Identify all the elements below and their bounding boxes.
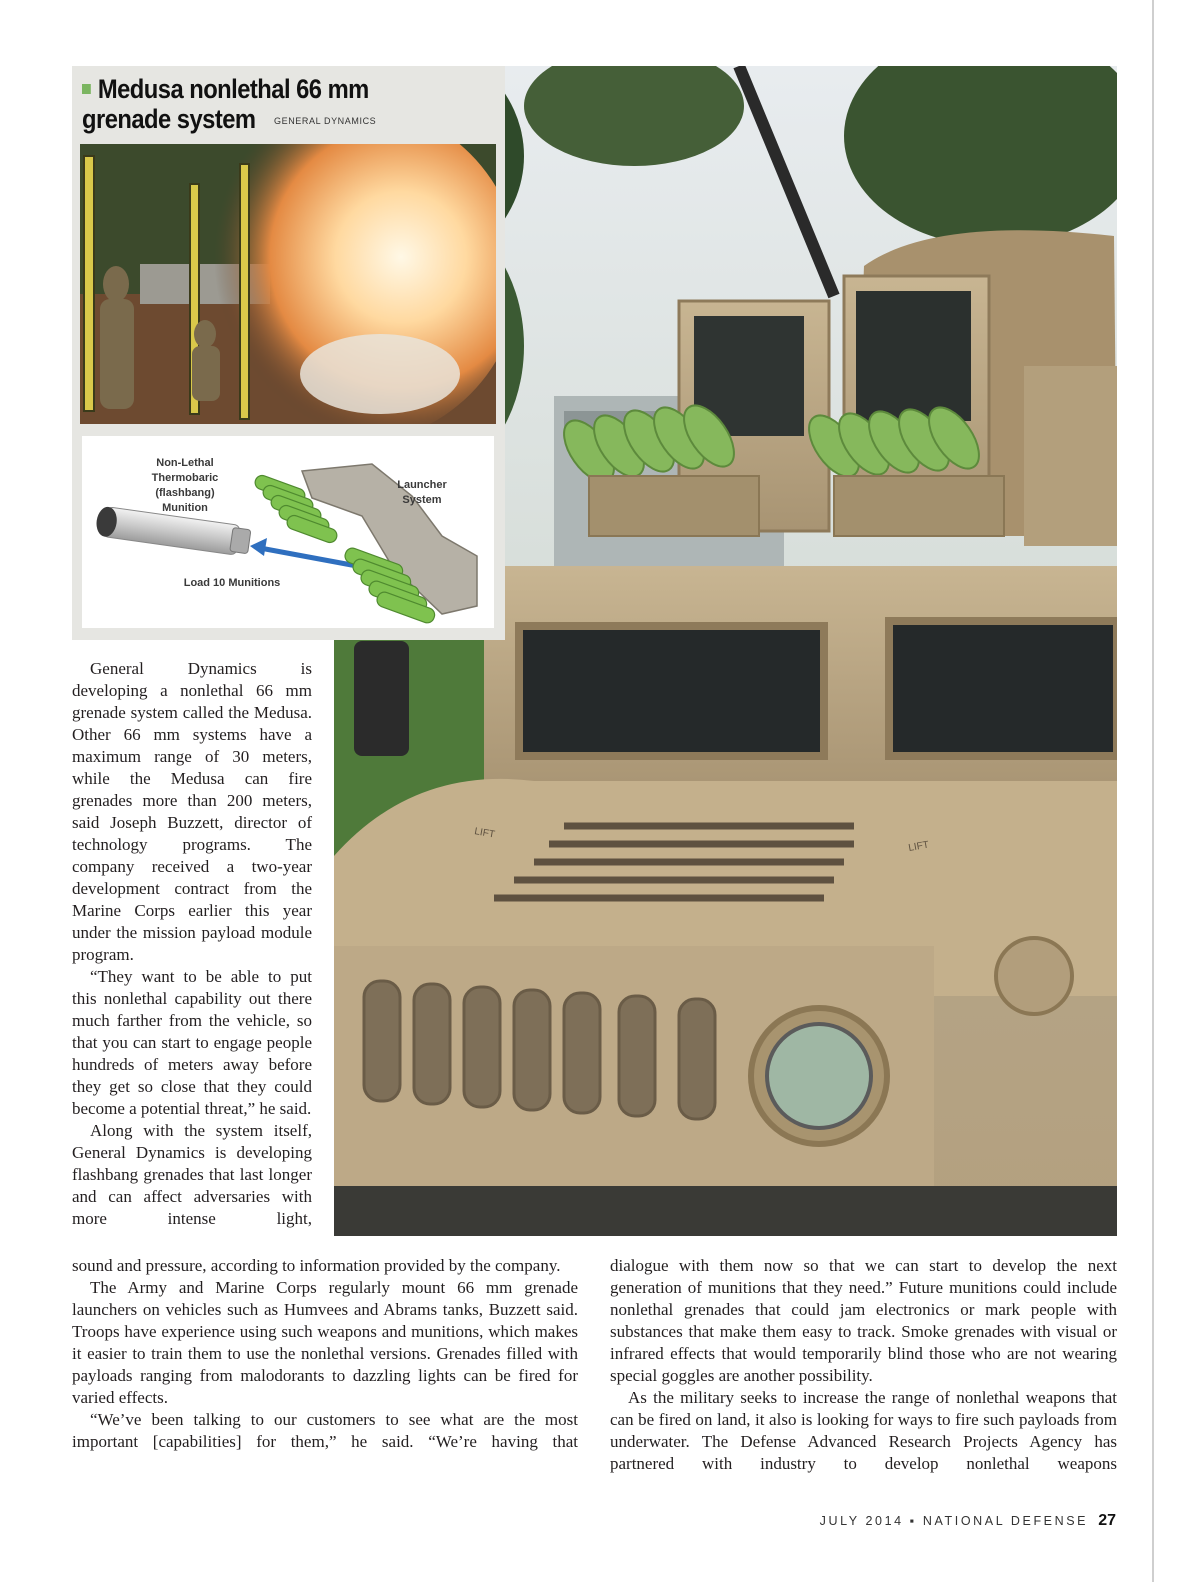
article-column-right (610, 1255, 1117, 1475)
munition-label-line: Munition (162, 502, 208, 514)
article-paragraph: dialogue with them now so that we can start to develop the next generation of munitions that they need.” Future munitions could include nonlethal grenades that could jam electronics or mark people with substances that make them easy to track. Smoke grenades with visual or infrared effects that would temporarily blind those who are not wearing special goggles are another possibility. (610, 1256, 1117, 1385)
launcher-label-line: Launcher (397, 479, 447, 491)
diagram-label-load: Load 10 Munitions (183, 577, 281, 589)
article-column-narrow (72, 658, 312, 1230)
munition-label-line: (flashbang) (155, 487, 215, 499)
munition-label-line: Non-Lethal (156, 457, 214, 469)
article-paragraph: General Dynamics is developing a nonlethal 66 mm grenade system called the Medusa. Other 66 mm systems have a maximum range of 30 meters, while the Medusa can fire grenades more than 200 meters, said Joseph Buzzett, director of technology programs. The company received a two-year development contract from the Marine Corps earlier this year under the mission payload module program. (72, 659, 312, 964)
page-edge-line (1152, 0, 1154, 1582)
green-square-icon (82, 84, 91, 94)
footer-issue-date: JULY 2014 (819, 1514, 904, 1528)
hood-lift-label-left: LIFT (473, 826, 496, 841)
flashbang-test-photo (80, 144, 496, 424)
article-paragraph: “They want to be able to put this nonlethal capability out there much farther from the vehicle, so that you can start to engage people hundreds of meters away before they get so close that they could become a potential threat,” he said. (72, 967, 312, 1118)
hood-lift-label-right: LIFT (907, 839, 930, 854)
diagram-label-munition (130, 456, 240, 516)
article-paragraph: As the military seeks to increase the range of nonlethal weapons that can be fired on land, it also is looking for ways to fire such payloads from underwater. The Defense Advanced Research Projects Agency has partnered with industry to develop nonlethal weapons (610, 1388, 1117, 1473)
page-footer (820, 1512, 1116, 1530)
article-paragraph: Along with the system itself, General Dynamics is developing flashbang grenades that last longer and can affect adversaries with more intense light, (72, 1121, 312, 1228)
article-column-left (72, 1255, 578, 1453)
page-number: 27 (1098, 1512, 1116, 1529)
launcher-diagram (82, 436, 494, 628)
sidebar-title-line1: Medusa nonlethal 66 mm (97, 74, 369, 104)
munition-label-line: Thermobaric (151, 472, 219, 484)
article-paragraph: “We’ve been talking to our customers to see what are the most important [capabilities] for them,” he said. “We’re having that (72, 1410, 578, 1451)
medusa-sidebar (72, 66, 505, 640)
sidebar-title-line2: grenade system (82, 104, 256, 134)
diagram-label-launcher (382, 478, 462, 508)
article-paragraph: The Army and Marine Corps regularly mount 66 mm grenade launchers on vehicles such as Humvees and Abrams tanks, Buzzett said. Troops have experience using such weapons and munitions, which makes it easier to train them to use the nonlethal versions. Grenades filled with payloads ranging from malodorants to dazzling lights can be fired for varied effects. (72, 1278, 578, 1407)
footer-separator: ▪ (909, 1514, 917, 1528)
sidebar-photo-credit: GENERAL DYNAMICS (274, 116, 377, 126)
sidebar-title (82, 74, 452, 134)
launcher-label-line: System (402, 494, 442, 506)
article-paragraph: sound and pressure, according to information provided by the company. (72, 1256, 561, 1275)
footer-publication: NATIONAL DEFENSE (922, 1514, 1089, 1528)
